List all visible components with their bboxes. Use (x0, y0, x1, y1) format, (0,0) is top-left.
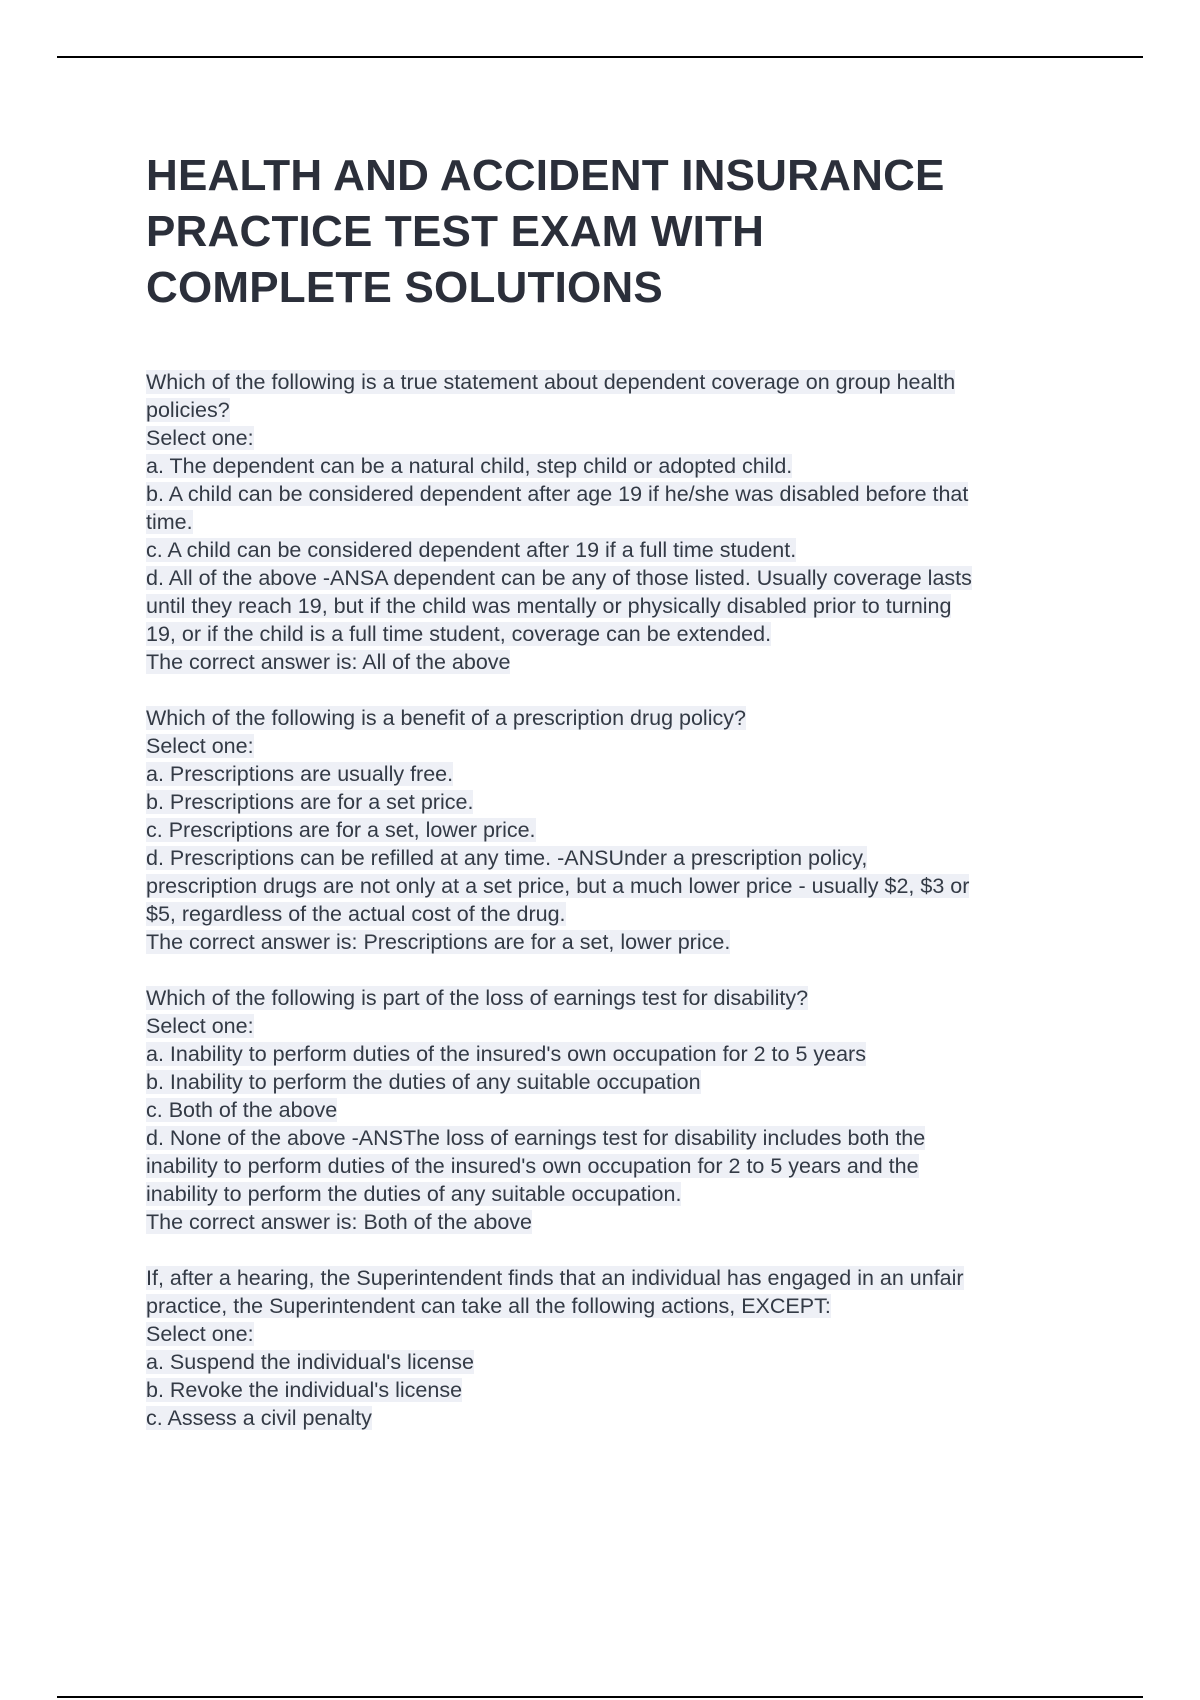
answer-explanation: 19, or if the child is a full time student, coverage can be extended. (146, 622, 772, 646)
answer-option: c. Prescriptions are for a set, lower price. (146, 818, 536, 842)
answer-option: c. Both of the above (146, 1098, 338, 1122)
correct-answer: The correct answer is: Prescriptions are for a set, lower price. (146, 930, 731, 954)
question-line: practice, the Superintendent can take all the following actions, EXCEPT: (146, 1294, 831, 1318)
document-title (146, 148, 1086, 316)
title-line: COMPLETE SOLUTIONS (146, 263, 663, 312)
answer-option: time. (146, 510, 193, 534)
answer-explanation: inability to perform duties of the insured's own occupation for 2 to 5 years and the (146, 1154, 919, 1178)
document-body (146, 368, 1086, 1460)
top-rule (57, 56, 1143, 58)
question-line: Which of the following is a true statement about dependent coverage on group health (146, 370, 956, 394)
answer-option: d. Prescriptions can be refilled at any time. -ANSUnder a prescription policy, (146, 846, 868, 870)
question-3 (146, 984, 1086, 1236)
question-line: Which of the following is a benefit of a prescription drug policy? (146, 706, 746, 730)
answer-explanation: until they reach 19, but if the child was mentally or physically disabled prior to turning (146, 594, 952, 618)
answer-option: c. A child can be considered dependent after 19 if a full time student. (146, 538, 797, 562)
bottom-rule (57, 1696, 1143, 1698)
select-one-label: Select one: (146, 1322, 254, 1346)
answer-option: d. None of the above -ANSThe loss of earnings test for disability includes both the (146, 1126, 926, 1150)
select-one-label: Select one: (146, 426, 254, 450)
answer-explanation: inability to perform the duties of any suitable occupation. (146, 1182, 682, 1206)
correct-answer: The correct answer is: All of the above (146, 650, 511, 674)
answer-option: b. A child can be considered dependent after age 19 if he/she was disabled before that (146, 482, 969, 506)
question-line: policies? (146, 398, 230, 422)
question-line: Which of the following is part of the loss of earnings test for disability? (146, 986, 809, 1010)
answer-option: a. Inability to perform duties of the insured's own occupation for 2 to 5 years (146, 1042, 866, 1066)
question-1 (146, 368, 1086, 676)
question-4 (146, 1264, 1086, 1432)
select-one-label: Select one: (146, 734, 254, 758)
answer-option: a. The dependent can be a natural child, step child or adopted child. (146, 454, 793, 478)
answer-option: d. All of the above -ANSA dependent can be any of those listed. Usually coverage lasts (146, 566, 972, 590)
answer-option: b. Inability to perform the duties of any suitable occupation (146, 1070, 701, 1094)
answer-option: b. Revoke the individual's license (146, 1378, 463, 1402)
title-line: PRACTICE TEST EXAM WITH (146, 207, 765, 256)
correct-answer: The correct answer is: Both of the above (146, 1210, 533, 1234)
answer-explanation: $5, regardless of the actual cost of the drug. (146, 902, 566, 926)
answer-option: c. Assess a civil penalty (146, 1406, 372, 1430)
question-line: If, after a hearing, the Superintendent finds that an individual has engaged in an unfair (146, 1266, 964, 1290)
answer-option: b. Prescriptions are for a set price. (146, 790, 474, 814)
title-line: HEALTH AND ACCIDENT INSURANCE (146, 151, 945, 200)
answer-option: a. Prescriptions are usually free. (146, 762, 454, 786)
answer-explanation: prescription drugs are not only at a set price, but a much lower price - usually $2, $3 or (146, 874, 970, 898)
select-one-label: Select one: (146, 1014, 254, 1038)
question-2 (146, 704, 1086, 956)
answer-option: a. Suspend the individual's license (146, 1350, 475, 1374)
